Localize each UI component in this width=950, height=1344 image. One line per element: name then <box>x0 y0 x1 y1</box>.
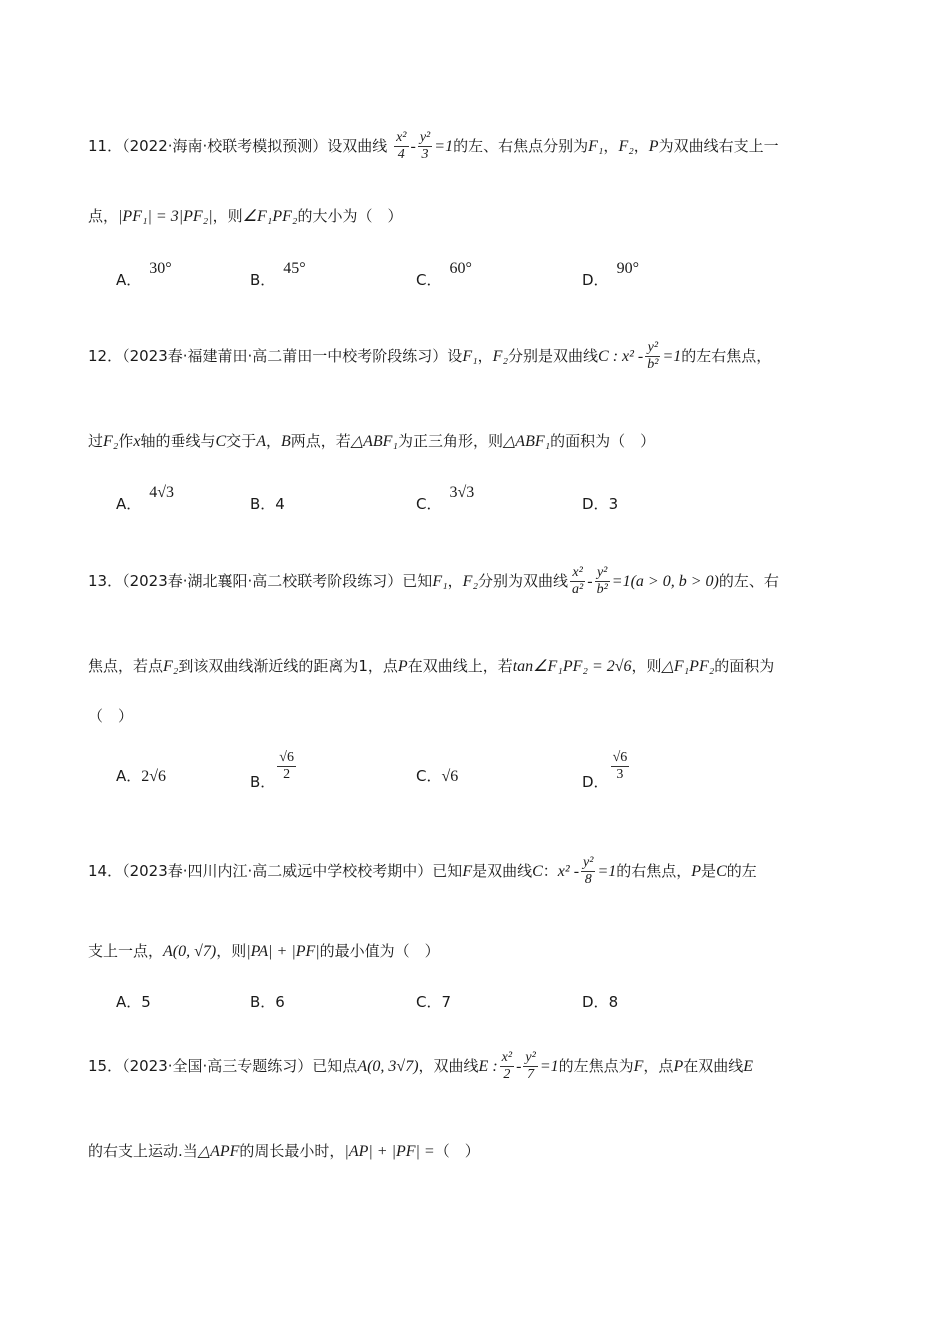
q13-frac-y <box>595 565 610 598</box>
q12-frac-den: b² <box>647 357 659 372</box>
q13-option-c[interactable] <box>416 766 458 787</box>
q13-option-b[interactable] <box>250 750 298 791</box>
option-value: 3√3 <box>449 484 475 501</box>
q13-line1: 13．（2023春·湖北襄阳·高二校联考阶段练习）已知F₁，F₂分别为双曲线 $\frac{\text{x²}}{\text{a²}}$ - $\frac{\text{y²}}{\text{b²}}$ =1(a > 0, b > 0)的左、右 <box>88 565 779 597</box>
q15-eq-tail: =1 <box>539 1058 559 1075</box>
q15-frac-x-den: 2 <box>503 1067 511 1082</box>
option-value: 90° <box>616 260 639 277</box>
q13-f2-b: F₂ <box>163 658 179 675</box>
option-value: 60° <box>449 260 472 277</box>
q13-tan: tan∠F₁PF₂ = 2√6 <box>512 658 632 675</box>
q14-eq-lhs: x² - <box>557 863 580 880</box>
q11-eq-tail: =1 <box>434 138 454 155</box>
option-value: 8 <box>608 993 619 1011</box>
option-label: D． <box>582 495 609 513</box>
q15-line2-a: 的右支上运动.当 <box>88 1142 198 1160</box>
q12-sep: ， <box>477 347 493 365</box>
option-label: B． <box>250 773 276 791</box>
q14-f: F <box>462 863 473 880</box>
q13-frac-y-num: y² <box>595 565 610 582</box>
q12-option-c[interactable] <box>416 484 475 515</box>
q11-angle: ∠F₁PF₂ <box>242 208 298 225</box>
q11-frac-y-den: 3 <box>421 147 429 162</box>
q12-stem-end: 的左右焦点， <box>681 347 772 365</box>
q15-frac-y-den: 7 <box>527 1067 535 1082</box>
q11-line2-mid: ，则 <box>212 207 243 225</box>
q12-frac-num: y² <box>645 340 660 357</box>
q11-f1: F₁ <box>588 138 604 155</box>
q13-line2 <box>88 655 868 678</box>
q15-expression: |AP| + |PF| = <box>344 1143 435 1160</box>
q14-c: C <box>532 863 543 880</box>
q13-stem-start: 13．（2023春·湖北襄阳·高二校联考阶段练习）已知 <box>88 572 433 590</box>
q15-p: P <box>673 1058 684 1075</box>
q12-line2 <box>88 430 868 453</box>
q14-stem-d: 的右焦点， <box>616 862 692 880</box>
q11-frac-y <box>418 130 432 163</box>
option-value: 4√3 <box>149 484 175 501</box>
q13-answer-blank: （ ） <box>88 707 134 725</box>
q13-stem-end: 的左、右 <box>718 572 779 590</box>
q11-frac-y-num: y² <box>419 130 431 145</box>
q14-eq-tail: =1 <box>597 863 617 880</box>
q14-expression: |PA| + |PF| <box>246 943 320 960</box>
q15-stem-b: ，双曲线 <box>418 1057 479 1075</box>
q15-f: F <box>633 1058 644 1075</box>
q12-f2: F₂ <box>492 348 509 365</box>
q14-stem-start: 14．（2023春·四川内江·高二威远中学校校考期中）已知 <box>88 862 463 880</box>
q13-option-d[interactable] <box>582 750 631 791</box>
q12-stem-start: 12．（2023春·福建莆田·高二莆田一中校考阶段练习）设 <box>88 347 463 365</box>
q15-frac-x-num: x² <box>501 1050 513 1065</box>
q14-c2: C <box>716 863 727 880</box>
q14-line2 <box>88 940 868 963</box>
q12-f1: F₁ <box>462 348 478 365</box>
option-fraction-num: √6 <box>612 750 628 765</box>
option-fraction-num: √6 <box>279 750 294 765</box>
q14-point-a: A(0, √7) <box>163 943 217 960</box>
q14-option-a[interactable] <box>116 992 151 1012</box>
q13-line2-d: ，则 <box>631 657 662 675</box>
q11-line2-start: 点， <box>88 207 119 225</box>
q11-line1: 11．（2022·海南·校联考模拟预测）设双曲线 $\frac{\text{x²}}{4}$ - $\frac{\text{y²}}{3}$ =1的左、右焦点分别为F₁，F₂，P为双曲线右支上一 <box>88 130 779 162</box>
q12-eq-tail: =1 <box>662 348 682 365</box>
q11-option-a[interactable] <box>116 260 172 291</box>
option-label: B． <box>250 993 276 1011</box>
q12-triangle-2: △ABF₁ <box>502 433 551 450</box>
q14-line2-a: 支上一点， <box>88 942 164 960</box>
q11-stem-start: 11．（2022·海南·校联考模拟预测）设双曲线 <box>88 137 388 155</box>
q15-stem-d: ，点 <box>643 1057 674 1075</box>
q14-line2-b: ，则 <box>216 942 247 960</box>
option-label: A． <box>116 495 142 513</box>
q12-line2-d: 交于 <box>226 432 257 450</box>
q15-line2-b: 的周长最小时， <box>239 1142 345 1160</box>
q11-f2: F₂ <box>618 138 634 155</box>
q14-stem-b: 是双曲线 <box>472 862 533 880</box>
q13-p: P <box>397 658 408 675</box>
q15-stem-e: 在双曲线 <box>683 1057 744 1075</box>
q15-triangle: △APF <box>197 1143 240 1160</box>
q12-c: C <box>215 433 227 450</box>
q15-line1: 15．（2023·全国·高三专题练习）已知点A(0, 3√7)，双曲线E : $\frac{\text{x²}}{2}$ - $\frac{\text{y²}}{7}$ =1的左焦点为F，点P在双曲线E <box>88 1050 754 1082</box>
option-fraction-den: 3 <box>616 767 624 782</box>
q14-option-d[interactable] <box>582 992 618 1012</box>
q12-line2-e: 两点，若 <box>290 432 351 450</box>
q14-stem-e: 是 <box>701 862 717 880</box>
q11-frac-x <box>394 130 408 163</box>
option-fraction <box>277 750 296 783</box>
q13-sep: ， <box>447 572 463 590</box>
q11-sep: ， <box>603 137 619 155</box>
q14-frac-den: 8 <box>584 872 592 887</box>
option-label: B． <box>250 495 276 513</box>
q11-line2 <box>88 205 868 228</box>
option-value: 3 <box>608 495 619 513</box>
q12-sep2: ， <box>265 432 281 450</box>
q12-f2-b: F₂ <box>103 433 119 450</box>
q12-option-a[interactable] <box>116 484 175 515</box>
option-fraction <box>611 750 630 783</box>
q11-stem-mid: 的左、右焦点分别为 <box>453 137 589 155</box>
q12-option-b[interactable] <box>250 494 285 514</box>
q15-stem-start: 15．（2023·全国·高三专题练习）已知点 <box>88 1057 358 1075</box>
q14-frac-num: y² <box>583 855 594 870</box>
option-value: 2√6 <box>141 768 167 785</box>
q14-p: P <box>691 863 702 880</box>
q11-option-d[interactable] <box>582 260 639 291</box>
q14-stem-f: 的左 <box>726 862 757 880</box>
q12-stem-mid: 分别是双曲线 <box>508 347 599 365</box>
q12-frac <box>645 340 660 373</box>
q15-frac-y <box>523 1050 537 1083</box>
q11-p: P <box>648 138 659 155</box>
option-label: C． <box>416 495 442 513</box>
q14-option-c[interactable] <box>416 992 451 1012</box>
q12-x: x <box>133 433 141 450</box>
option-label: D． <box>582 993 609 1011</box>
q11-line2-end: 的大小为（ ） <box>297 207 403 225</box>
q11-frac-x-num: x² <box>396 130 407 145</box>
option-value: 7 <box>441 993 452 1011</box>
q12-line1 <box>88 340 868 373</box>
q14-line2-c: 的最小值为（ ） <box>319 942 440 960</box>
q15-answer-blank: （ ） <box>434 1142 480 1160</box>
option-value: 6 <box>275 993 285 1011</box>
q13-line2-a: 焦点，若点 <box>88 657 164 675</box>
q13-line2-e: 的面积为 <box>714 657 775 675</box>
q11-sep2: ， <box>633 137 649 155</box>
q12-line2-c: 轴的垂线与 <box>140 432 216 450</box>
q15-eq-lhs: E : <box>478 1058 498 1075</box>
q13-triangle: △F₁PF₂ <box>661 658 715 675</box>
q12-line2-g: 的面积为（ ） <box>550 432 656 450</box>
q15-stem-c: 的左焦点为 <box>558 1057 634 1075</box>
q12-b: B <box>280 433 291 450</box>
q13-frac-x <box>570 565 585 598</box>
q13-frac-x-den: a² <box>572 582 584 597</box>
q13-frac-x-num: x² <box>570 565 585 582</box>
q13-stem-mid: 分别为双曲线 <box>478 572 569 590</box>
option-value: 5 <box>141 993 151 1011</box>
q13-option-a[interactable] <box>116 766 166 787</box>
option-label: D． <box>582 773 609 791</box>
q11-option-b[interactable] <box>250 260 306 291</box>
q12-line2-f: 为正三角形，则 <box>397 432 503 450</box>
q11-stem-end: 为双曲线右支上一 <box>658 137 779 155</box>
option-label: D． <box>582 271 609 289</box>
q14-option-b[interactable] <box>250 992 285 1012</box>
q11-option-c[interactable] <box>416 260 472 291</box>
option-value: √6 <box>441 768 459 785</box>
q12-line2-a: 过 <box>88 432 104 450</box>
option-value: 45° <box>283 260 306 277</box>
q12-triangle: △ABF₁ <box>350 433 398 450</box>
q15-frac-y-num: y² <box>525 1050 536 1065</box>
q11-condition: |PF₁| = 3|PF₂| <box>118 208 213 225</box>
option-label: A． <box>116 271 142 289</box>
q13-f1: F₁ <box>432 573 448 590</box>
q13-f2: F₂ <box>462 573 479 590</box>
q12-eq-lhs: C : x² - <box>598 348 644 365</box>
q15-e: E <box>743 1058 754 1075</box>
q13-line3 <box>88 705 868 727</box>
q12-line2-b: 作 <box>118 432 134 450</box>
option-value: 4 <box>275 495 285 513</box>
q12-a: A <box>256 433 266 450</box>
q11-frac-x-den: 4 <box>397 147 405 162</box>
q13-eq-tail: =1(a > 0, b > 0) <box>611 573 719 590</box>
option-label: C． <box>416 767 442 785</box>
option-value: 30° <box>149 260 172 277</box>
q15-line2 <box>88 1140 868 1163</box>
option-label: C． <box>416 271 442 289</box>
q14-frac <box>581 855 595 888</box>
option-label: A． <box>116 767 142 785</box>
q12-option-d[interactable] <box>582 494 618 514</box>
q15-frac-x <box>500 1050 514 1083</box>
option-fraction-den: 2 <box>283 767 291 782</box>
q13-line2-c: 在双曲线上，若 <box>407 657 513 675</box>
q14-line1 <box>88 855 868 888</box>
option-label: B． <box>250 271 276 289</box>
q14-colon: ： <box>542 862 558 880</box>
option-label: A． <box>116 993 142 1011</box>
q15-point-a: A(0, 3√7) <box>357 1058 419 1075</box>
q13-line2-b: 到该双曲线渐近线的距离为1，点 <box>178 657 398 675</box>
q13-frac-y-den: b² <box>596 582 608 597</box>
option-label: C． <box>416 993 442 1011</box>
